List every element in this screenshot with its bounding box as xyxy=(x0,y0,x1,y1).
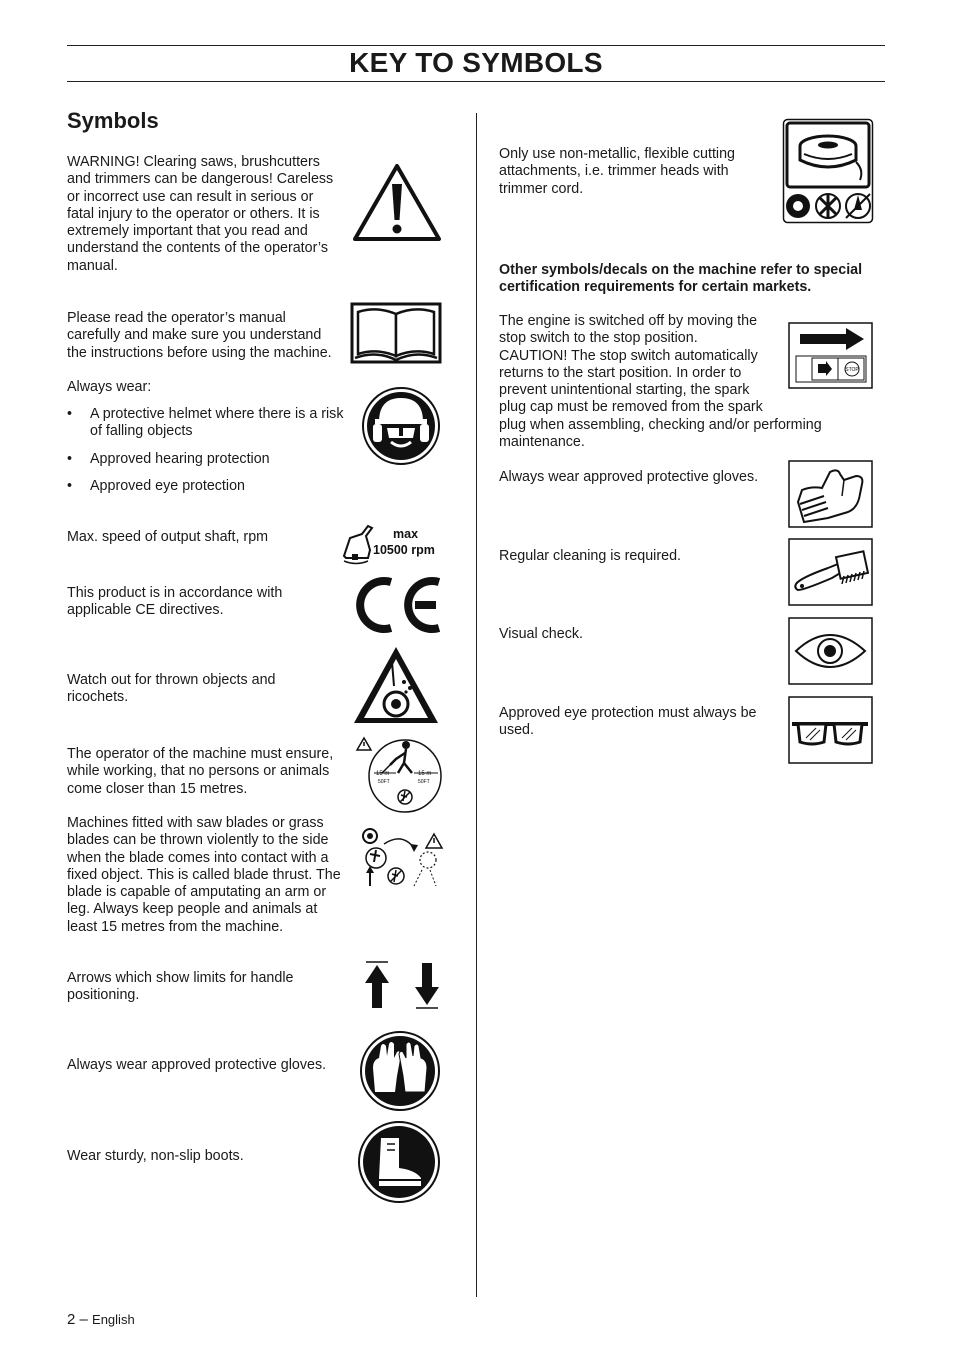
eyewear-text: Approved eye protection must always be used. xyxy=(499,705,757,739)
safety-glasses-icon xyxy=(788,696,873,764)
visual-check-text: Visual check. xyxy=(499,626,583,642)
helmet-hearing-eye-protection-icon xyxy=(361,386,441,466)
distance-left-m: 15 m xyxy=(376,771,390,777)
glove-decal-icon xyxy=(788,460,873,528)
stop-switch-icon xyxy=(788,322,873,389)
distance-left-ft: 50FT xyxy=(378,779,390,785)
max-rpm-icon xyxy=(340,520,444,566)
blade-thrust-icon xyxy=(356,826,444,890)
gloves-icon xyxy=(359,1030,441,1112)
list-item: • Approved hearing protection xyxy=(67,450,270,467)
column-divider xyxy=(476,113,477,1297)
cleaning-brush-icon xyxy=(788,538,873,606)
other-symbols-text: Other symbols/decals on the machine refer to special certification requirements for certain markets. xyxy=(499,262,863,296)
gloves-text-left: Always wear approved protective gloves. xyxy=(67,1057,327,1073)
gloves-text-right: Always wear approved protective gloves. xyxy=(499,469,759,485)
footer-language: English xyxy=(92,1312,135,1327)
ce-mark-icon xyxy=(354,574,442,636)
page-title: KEY TO SYMBOLS xyxy=(349,47,603,78)
page-footer xyxy=(67,1311,135,1328)
boots-icon xyxy=(357,1120,441,1204)
stop-label: STOP xyxy=(845,367,859,373)
handle-arrows-text: Arrows which show limits for handle positioning. xyxy=(67,970,294,1004)
always-wear-label: Always wear: xyxy=(67,379,152,395)
manual-text: Please read the operator’s manual carefully and make sure you understand the instructions before using the machine. xyxy=(67,310,332,361)
trimmer-head-icon xyxy=(782,118,874,224)
distance-text: The operator of the machine must ensure, while working, that no persons or animals come closer than 15 metres. xyxy=(67,746,334,797)
distance-right-m: 15 m xyxy=(418,771,432,777)
page-number: 2 – xyxy=(67,1311,88,1328)
protective-gear-list xyxy=(67,406,352,505)
blade-thrust-text: Machines fitted with saw blades or grass blades can be thrown violently to the side when the blade comes into contact with a fixed object. This is called blade thrust. The blade is capable of amputating an arm or leg. Always keep people and animals at least 15 metres from the machine. xyxy=(67,815,341,935)
handle-limit-arrows-icon xyxy=(362,960,442,1010)
list-item: • Approved eye protection xyxy=(67,477,245,494)
manual-book-icon xyxy=(350,302,442,364)
eye-icon xyxy=(788,617,873,685)
stop-switch-body: The engine is switched off by moving the stop switch to the stop position. CAUTION! The stop switch automatically returns to the start position. In order to prevent unintentional starting, the spark plug cap must be removed from the spark plug when assembling, checking and/or performing maintenance. xyxy=(499,313,822,451)
safety-distance-icon xyxy=(354,735,444,815)
speed-text: Max. speed of output shaft, rpm xyxy=(67,529,269,545)
section-heading: Symbols xyxy=(67,108,159,133)
header-rule-bottom xyxy=(67,81,885,82)
cleaning-text: Regular cleaning is required. xyxy=(499,548,681,564)
list-item: • A protective helmet where there is a risk of falling objects xyxy=(67,406,344,440)
boots-text: Wear sturdy, non-slip boots. xyxy=(67,1148,244,1164)
warning-triangle-icon xyxy=(352,162,442,242)
ce-text: This product is in accordance with applicable CE directives. xyxy=(67,585,283,619)
max-label: max xyxy=(393,527,419,541)
thrown-objects-warning-icon xyxy=(352,644,440,726)
thrown-objects-text: Watch out for thrown objects and ricochets. xyxy=(67,672,276,706)
non-metallic-text: Only use non-metallic, flexible cutting attachments, i.e. trimmer heads with trimmer cord. xyxy=(499,146,736,197)
distance-right-ft: 50FT xyxy=(418,779,430,785)
warning-text: WARNING! Clearing saws, brushcutters and trimmers can be dangerous! Careless or incorrect use can result in serious or fatal injury to the operator or others. It is extremely important that you read and understand the contents of the operator’s manual. xyxy=(67,154,334,274)
rpm-label: 10500 rpm xyxy=(373,543,435,557)
